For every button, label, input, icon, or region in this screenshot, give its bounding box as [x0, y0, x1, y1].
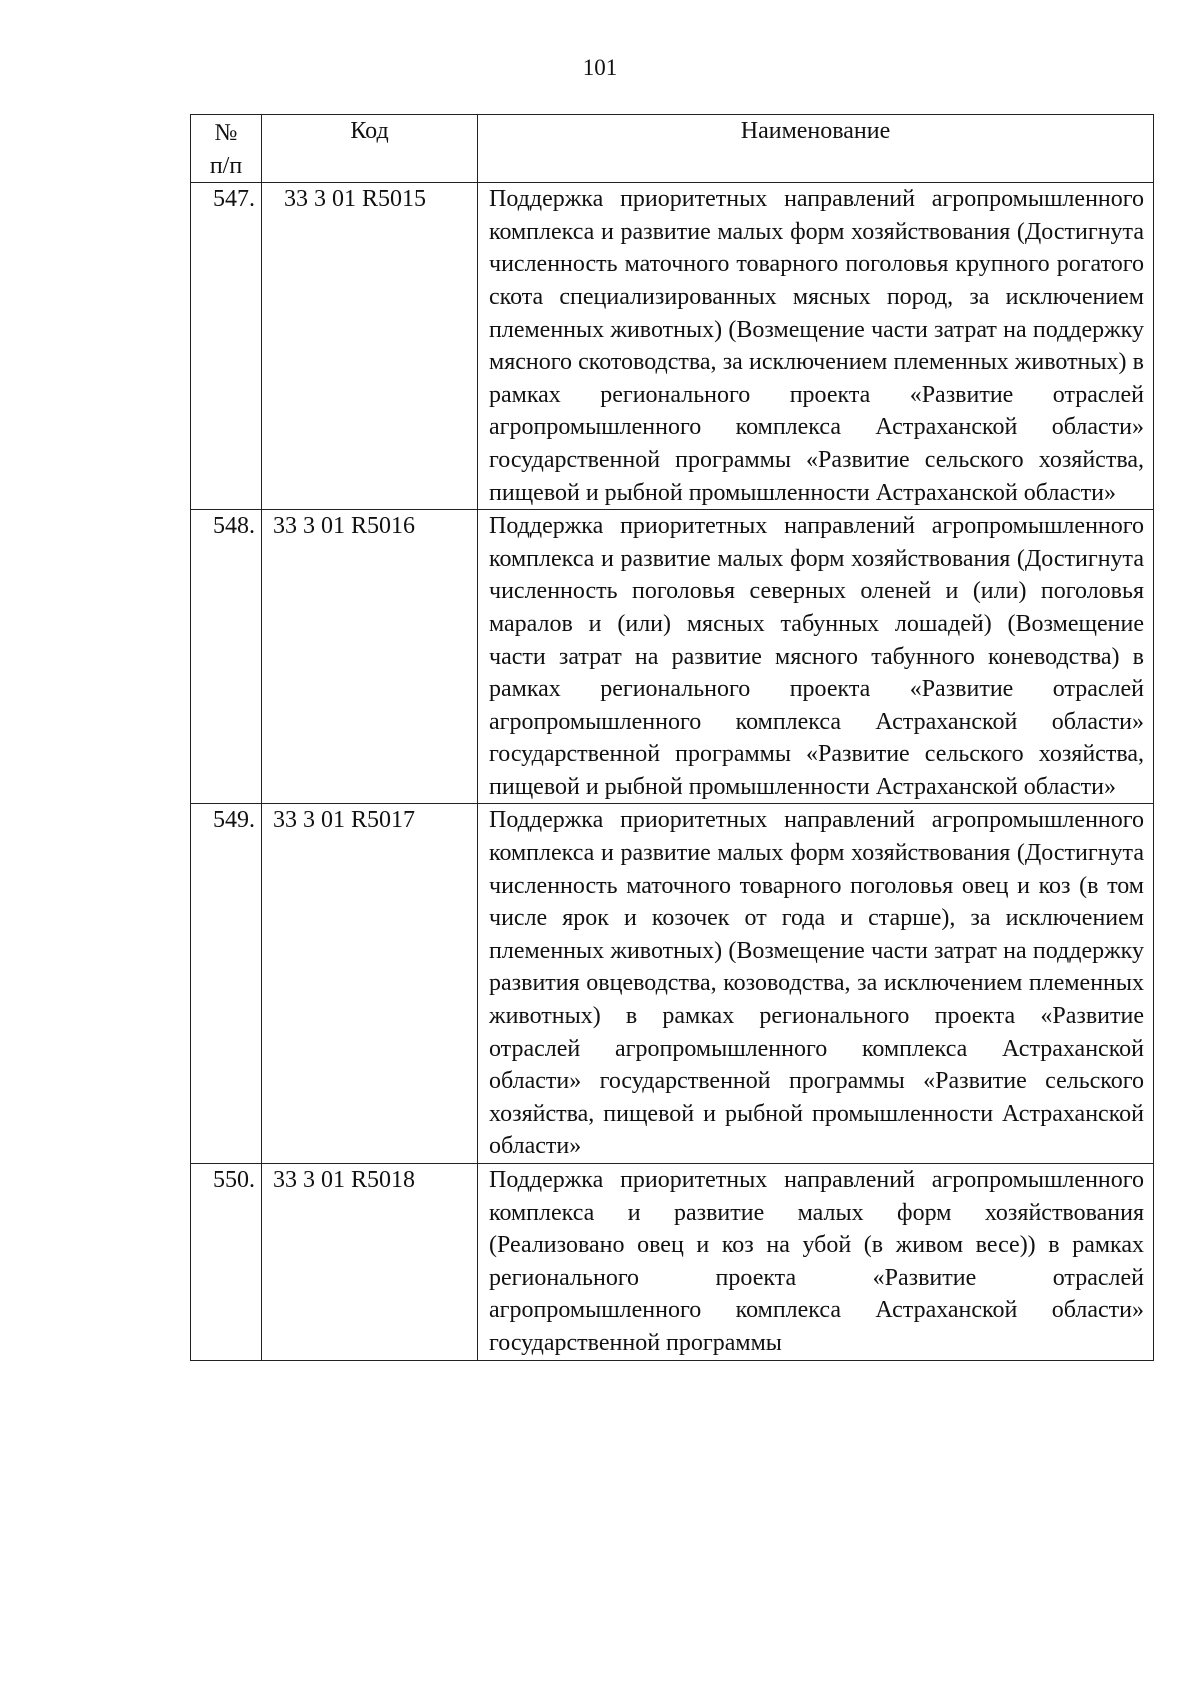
row-code: 33 3 01 R5017 [262, 804, 478, 1164]
table-header [191, 115, 1154, 183]
page-number: 101 [582, 55, 618, 80]
header-number-abbrev: п/п [209, 152, 243, 179]
row-name: Поддержка приоритетных направлений агропромышленного комплекса и развитие малых форм хозяйствования (Достигнута численность маточного товарного поголовья овец и коз (в том числе ярок и козочек от года и старше), за исключением племенных животных) (Возмещение части затрат на поддержку развития овцеводства, козоводства, за исключением племенных животных) в рамках регионального проекта «Развитие отраслей агропромышленного комплекса Астраханской области» государственной программы «Развитие сельского хозяйства, пищевой и рыбной промышленности Астраханской области» [478, 804, 1154, 1164]
table-row [191, 510, 1154, 804]
row-code: 33 3 01 R5018 [262, 1164, 478, 1361]
budget-codes-table [190, 114, 1154, 1361]
table-row [191, 1164, 1154, 1361]
header-code: Код [262, 115, 478, 183]
row-number: 549. [191, 804, 262, 1164]
table-body [191, 183, 1154, 1360]
row-name: Поддержка приоритетных направлений агропромышленного комплекса и развитие малых форм хозяйствования (Достигнута численность поголовья северных оленей и (или) поголовья маралов и (или) мясных табунных лошадей) (Возмещение части затрат на развитие мясного табунного коневодства) в рамках регионального проекта «Развитие отраслей агропромышленного комплекса Астраханской области» государственной программы «Развитие сельского хозяйства, пищевой и рыбной промышленности Астраханской области» [478, 510, 1154, 804]
row-name: Поддержка приоритетных направлений агропромышленного комплекса и развитие малых форм хозяйствования (Достигнута численность маточного товарного поголовья крупного рогатого скота специализированных мясных пород, за исключением племенных животных) (Возмещение части затрат на поддержку мясного скотоводства, за исключением племенных животных) в рамках регионального проекта «Развитие отраслей агропромышленного комплекса Астраханской области» государственной программы «Развитие сельского хозяйства, пищевой и рыбной промышленности Астраханской области» [478, 183, 1154, 510]
header-number [191, 115, 262, 183]
header-name: Наименование [478, 115, 1154, 183]
table-row [191, 804, 1154, 1164]
table-row [191, 183, 1154, 510]
row-code: 33 3 01 R5015 [262, 183, 478, 510]
header-number-symbol: № [214, 120, 238, 146]
row-code: 33 3 01 R5016 [262, 510, 478, 804]
row-number: 548. [191, 510, 262, 804]
header-row [191, 115, 1154, 183]
row-number: 547. [191, 183, 262, 510]
row-number: 550. [191, 1164, 262, 1361]
row-name: Поддержка приоритетных направлений агропромышленного комплекса и развитие малых форм хозяйствования (Реализовано овец и коз на убой (в живом весе)) в рамках регионального проекта «Развитие отраслей агропромышленного комплекса Астраханской области» государственной программы [478, 1164, 1154, 1361]
